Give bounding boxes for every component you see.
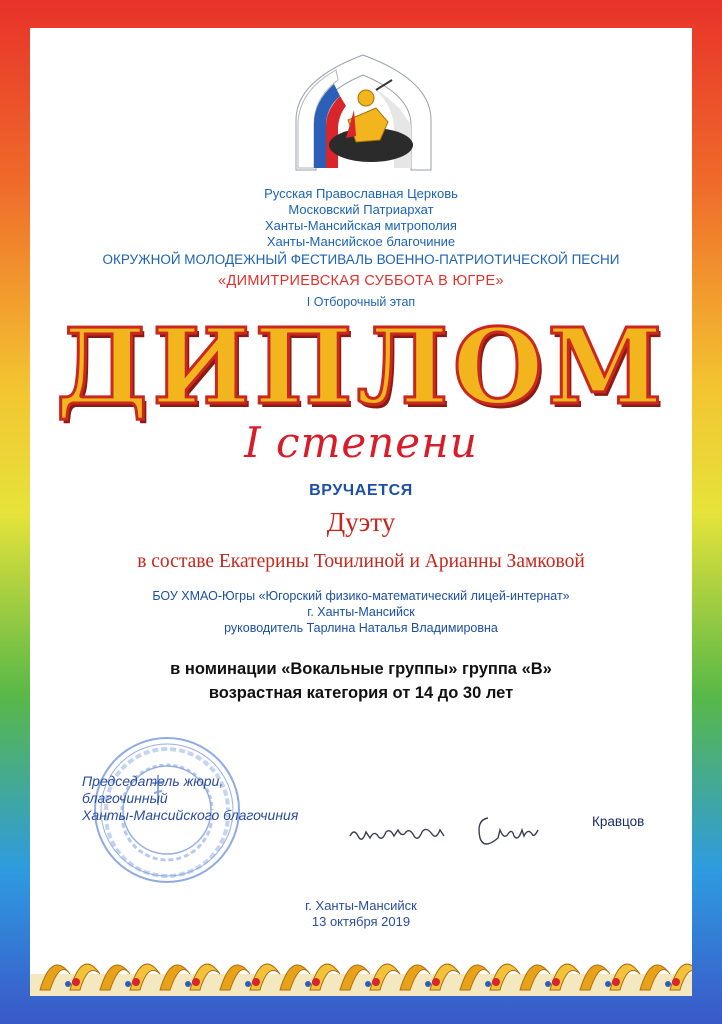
festival-title: ОКРУЖНОЙ МОЛОДЕЖНЫЙ ФЕСТИВАЛЬ ВОЕННО-ПАТРИОТИЧЕСКОЙ ПЕСНИ — [102, 252, 620, 267]
school-name: БОУ ХМАО-Югры «Югорский физико-математический лицей-интернат» — [152, 589, 570, 603]
signatory-surname: Кравцов — [592, 814, 645, 829]
handed-label: ВРУЧАЕТСЯ — [309, 482, 413, 499]
school-city: г. Ханты-Мансийск — [307, 605, 415, 619]
recipient-members: в составе Екатерины Точилиной и Арианны Замковой — [137, 551, 585, 572]
handwritten-signature-icon — [348, 808, 568, 858]
festival-name: «ДИМИТРИЕВСКАЯ СУББОТА В ЮГРЕ» — [218, 273, 504, 289]
diploma-degree: I степени — [244, 418, 478, 467]
issue-city: г. Ханты-Мансийск — [305, 898, 417, 913]
deanery-title: Ханты-Мансийского благочиния — [82, 807, 299, 823]
jury-chair-title: Председатель жюри, — [82, 773, 224, 789]
recipient-name: Дуэту — [326, 507, 396, 537]
ornament-border-icon — [30, 930, 692, 996]
festival-logo-icon — [276, 50, 451, 175]
issue-date: 13 октября 2019 — [311, 914, 411, 929]
diploma-heading: ДИПЛОМ — [55, 305, 667, 428]
nomination-line: в номинации «Вокальные группы» группа «В» — [170, 660, 552, 678]
church-name: Русская Православная Церковь — [264, 186, 458, 201]
age-category-line: возрастная категория от 14 до 30 лет — [208, 684, 514, 702]
school-supervisor: руководитель Тарлина Наталья Владимировна — [224, 621, 498, 635]
patriarchate-name: Московский Патриархат — [288, 202, 434, 217]
festival-stage: I Отборочный этап — [306, 295, 416, 309]
metropolis-name: Ханты-Мансийская митрополия — [265, 218, 457, 233]
deanery-name: Ханты-Мансийское благочиние — [266, 234, 456, 249]
dean-title: благочинный — [82, 790, 168, 806]
